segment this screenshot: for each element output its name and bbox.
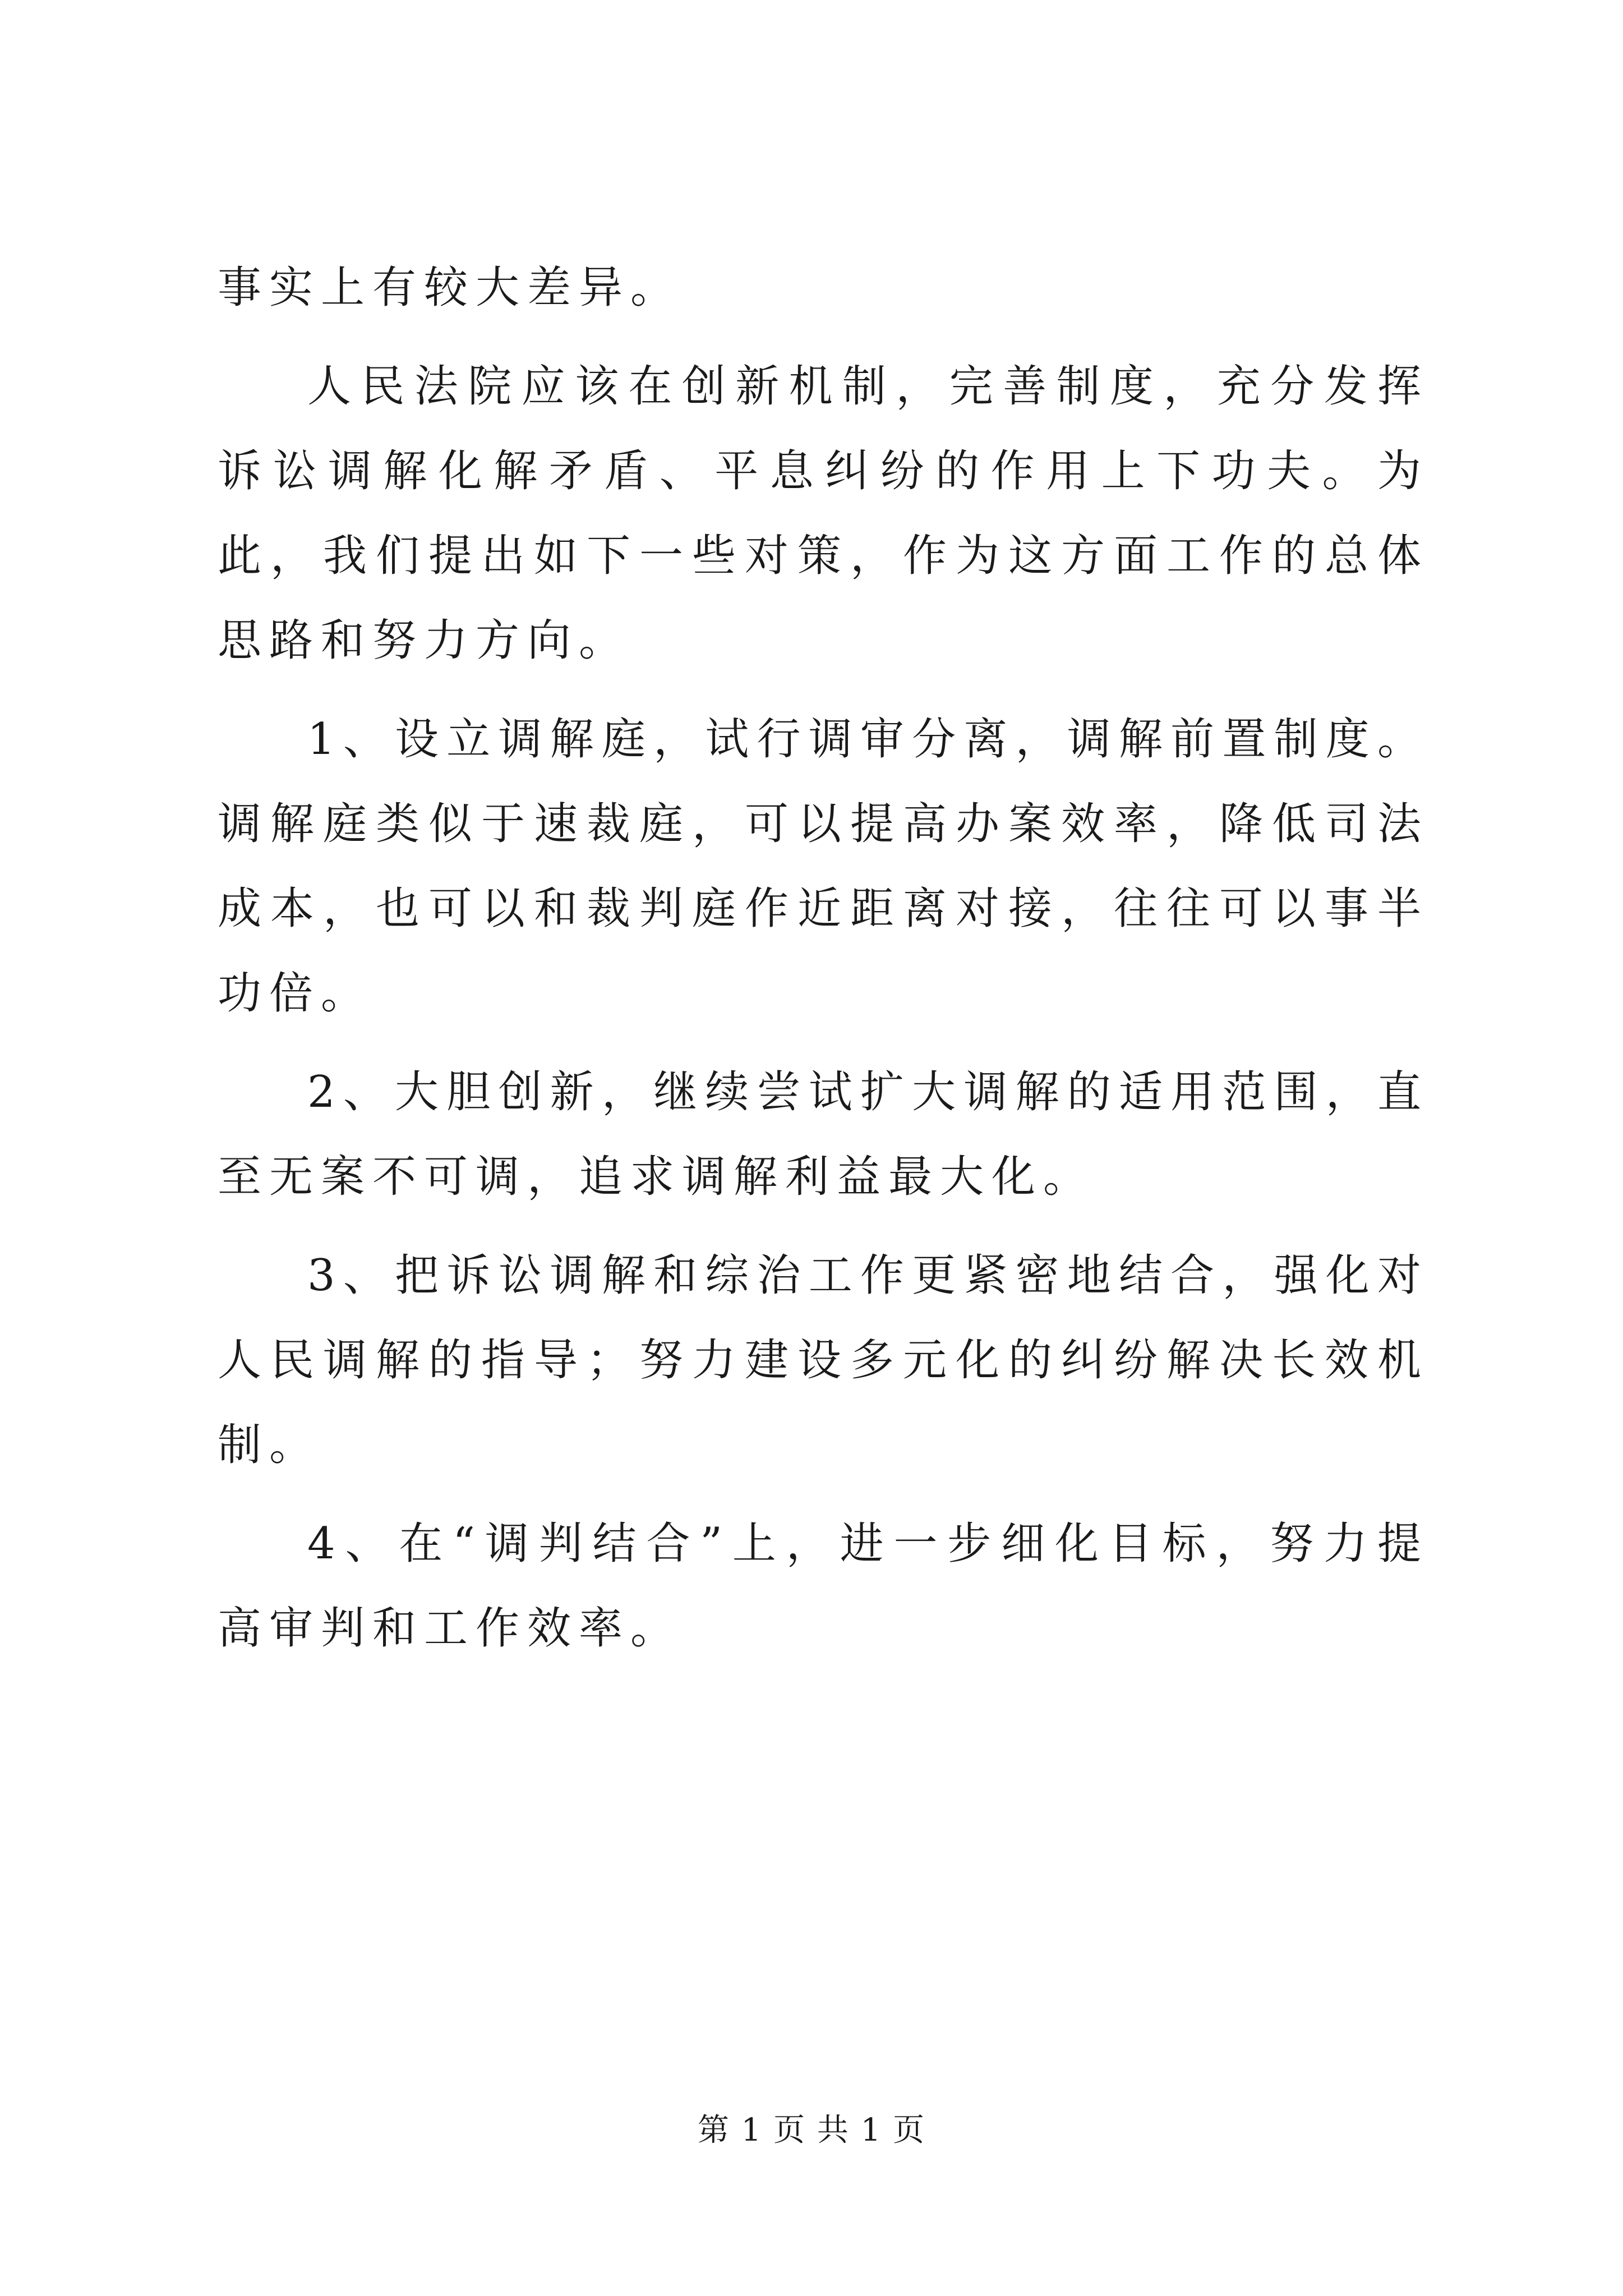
paragraph-4: 3、把诉讼调解和综治工作更紧密地结合，强化对人民调解的指导；努力建设多元化的纠纷解决长效机制。 xyxy=(218,1250,1429,1470)
paragraph-1: 人民法院应该在创新机制，完善制度，充分发挥诉讼调解化解矛盾、平息纠纷的作用上下功夫。为此，我们提出如下一些对策，作为这方面工作的总体思路和努力方向。 xyxy=(218,361,1429,666)
paragraph-0: 事实上有较大差异。 xyxy=(218,263,683,313)
page-footer: 第 1 页 共 1 页 xyxy=(697,2112,926,2148)
paragraph-5: 4、在“调判结合”上，进一步细化目标，努力提高审判和工作效率。 xyxy=(218,1519,1429,1654)
paragraph-2: 1、设立调解庭，试行调审分离，调解前置制度。调解庭类似于速裁庭，可以提高办案效率，降低司法成本，也可以和裁判庭作近距离对接，往往可以事半功倍。 xyxy=(218,714,1429,1019)
document-body xyxy=(218,246,1429,1685)
paragraph-3: 2、大胆创新，继续尝试扩大调解的适用范围，直至无案不可调，追求调解利益最大化。 xyxy=(218,1067,1429,1202)
